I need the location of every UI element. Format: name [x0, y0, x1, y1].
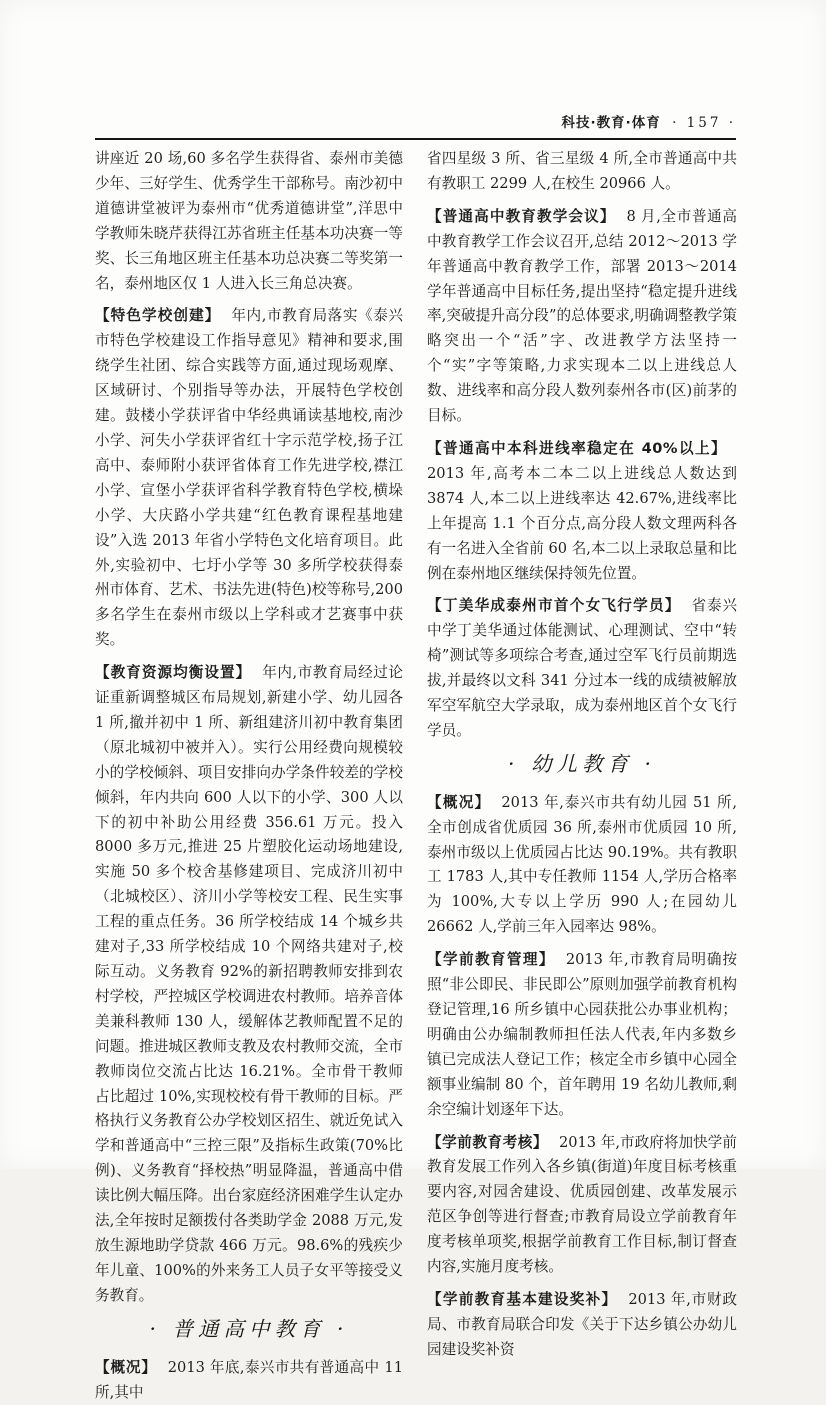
entry-label: 【概况】 — [427, 793, 491, 811]
paragraph-text: 8 月,全市普通高中教育教学工作会议召开,总结 2012～2013 学年普通高中教育教学工作，部署 2013～2014 学年普通高中目标任务,提出坚持“稳定提升进线率,突破提升高分段”的总体要求,明确调整教学策略突出一个“活”字、改进教学方法坚持一个“实”字等策略,力求实现本二以上进线总人数、进线率和高分段人数列泰州各市(区)前茅的目标。 — [427, 207, 737, 425]
entry-label: 【丁美华成泰州市首个女飞行学员】 — [427, 597, 681, 615]
entry-label: 【概况】 — [95, 1358, 157, 1376]
entry-label: 【教育资源均衡设置】 — [95, 664, 252, 682]
paragraph-text: 2013 年,市财政局、市教育局联合印发《关于下达乡镇公办幼儿园建设奖补资 — [427, 1290, 737, 1358]
column-right — [427, 147, 737, 1363]
header-page-number: · 157 · — [672, 115, 736, 131]
paragraph-text: 2013 年底,泰兴市共有普通高中 11 所,其中 — [95, 1358, 403, 1401]
entry-label: 【学前教育管理】 — [427, 951, 555, 969]
paragraph-text: 2013 年,高考本二本二以上进线总人数达到 3874 人,本二以上进线率达 42.67%,进线率比上年提高 1.1 个百分点,高分段人数文理两科各有一名进入全省前 60 名,本二以上录取总量和比例在泰州地区继续保持领先位置。 — [427, 464, 737, 582]
entry-label: 【学前教育考核】 — [427, 1133, 548, 1151]
entry-paragraph — [95, 1356, 403, 1405]
header-rule — [95, 138, 736, 140]
entry-label: 【普通高中教育教学会议】 — [427, 207, 616, 225]
continuation-paragraph — [427, 147, 737, 197]
entry-paragraph — [427, 1288, 737, 1363]
paragraph-text: 省四星级 3 所、省三星级 4 所,全市普通高中共有教职工 2299 人,在校生 20966 人。 — [427, 150, 737, 192]
entry-paragraph — [95, 661, 403, 1309]
entry-label: 【特色学校创建】 — [95, 307, 221, 325]
entry-paragraph — [95, 304, 403, 653]
header-section-title: 科技·教育·体育 — [561, 115, 661, 131]
column-left — [95, 147, 403, 1405]
paragraph-text: 2013 年,市政府将加快学前教育发展工作列入各乡镇(街道)年度目标考核重要内容,对园舍建设、优质园创建、改革发展示范区争创等进行督查;市教育局设立学前教育年度考核单项奖,根据学前教育工作目标,制订督查内容,实施月度考核。 — [427, 1133, 737, 1276]
paragraph-text: 省泰兴中学丁美华通过体能测试、心理测试、空中“转椅”测试等多项综合考查,通过空军飞行员前期选拔,并最终以文科 341 分过本一线的成绩被解放军空军航空大学录取，成为泰州地区首个女飞行学员。 — [427, 597, 737, 739]
paragraph-text: 年内,市教育局落实《泰兴市特色学校建设工作指导意见》精神和要求,围绕学生社团、综合实践等方面,通过现场观摩、区域研讨、个别指导等办法，开展特色学校创建。鼓楼小学获评省中华经典诵读基地校,南沙小学、河失小学获评省红十字示范学校,扬子江高中、泰师附小获评省体育工作先进学校,襟江小学、宣堡小学获评省科学教育特色学校,横垛小学、大庆路小学共建“红色教育课程基地建设”入选 2013 年省小学特色文化培育项目。此外,实验初中、七圩小学等 30 多所学校获得泰州市体育、艺术、书法先进(特色)校等称号,200 多名学生在泰州市级以上学科或才艺赛事中获奖。 — [95, 307, 403, 649]
entry-label: 【普通高中本科进线率稳定在 40%以上】 — [427, 439, 727, 457]
continuation-paragraph — [95, 147, 403, 296]
paragraph-text: 年内,市教育局经过论证重新调整城区布局规划,新建小学、幼儿园各 1 所,撤并初中 1 所、新组建济川初中教育集团（原北城初中被并入）。实行公用经费向规模较小的学校倾斜、项目安排向办学条件较差的学校倾斜，年内共向 600 人以下的小学、300 人以下的初中补助公用经费 356.61 万元。投入 8000 多万元,推进 25 片塑胶化运动场地建设,实施 50 多个校舍基修建项目、完成济川初中（北城校区）、济川小学等校安工程、民生实事工程的重点任务。36 所学校结成 14 个城乡共建对子,33 所学校结成 10 个网络共建对子,校际互动。义务教育 92%的新招聘教师安排到农村学校，严控城区学校调进农村教师。培养音体美兼科教师 130 人，缓解体艺教师配置不足的问题。推进城区教师支教及农村教师交流，全市教师岗位交流占比达 16.21%。全市骨干教师占比超过 10%,实现校校有骨干教师的目标。严格执行义务教育公办学校划区招生、就近免试入学和普通高中“三控三限”及指标生政策(70%比例)、义务教育“择校热”明显降温，普通高中借读比例大幅压降。出台家庭经济困难学生认定办法,全年按时足额拨付各类助学金 2088 万元,发放生源地助学贷款 466 万元。98.6%的残疾少年儿童、100%的外来务工人员子女平等接受义务教育。 — [95, 664, 403, 1304]
section-heading-general-high-school: · 普通高中教育 · — [149, 1316, 349, 1341]
paragraph-text: 2013 年,市教育局明确按照“非公即民、非民即公”原则加强学前教育机构登记管理,16 所乡镇中心园获批公办事业机构；明确由公办编制教师担任法人代表,年内多数乡镇已完成法人登记工作；核定全市乡镇中心园全额事业编制 80 个，首年聘用 19 名幼儿教师,剩余空编计划逐年下达。 — [427, 951, 737, 1118]
entry-paragraph — [427, 1131, 737, 1280]
entry-paragraph — [427, 948, 737, 1122]
paragraph-text: 2013 年,泰兴市共有幼儿园 51 所,全市创成省优质园 36 所,泰州市优质园 10 所,泰州市级以上优质园占比达 90.19%。共有教职工 1783 人,其中专任教师 1154 人,学历合格率为 100%,大专以上学历 990 人;在园幼儿 26662 人,学前三年入园率达 98%。 — [427, 793, 737, 936]
entry-label: 【学前教育基本建设奖补】 — [427, 1290, 618, 1308]
paragraph-text: 讲座近 20 场,60 多名学生获得省、泰州市美德少年、三好学生、优秀学生干部称号。南沙初中道德讲堂被评为泰州市“优秀道德讲堂”,洋思中学教师朱晓芹获得江苏省班主任基本功决赛一等奖、长三角地区班主任基本功总决赛二等奖第一名，泰州地区仅 1 人进入长三角总决赛。 — [95, 150, 403, 292]
entry-paragraph — [427, 791, 737, 940]
entry-paragraph — [427, 205, 737, 429]
section-heading-early-childhood: · 幼儿教育 · — [507, 751, 657, 776]
page-header — [95, 111, 736, 131]
entry-paragraph — [427, 437, 737, 586]
entry-paragraph — [427, 594, 737, 743]
